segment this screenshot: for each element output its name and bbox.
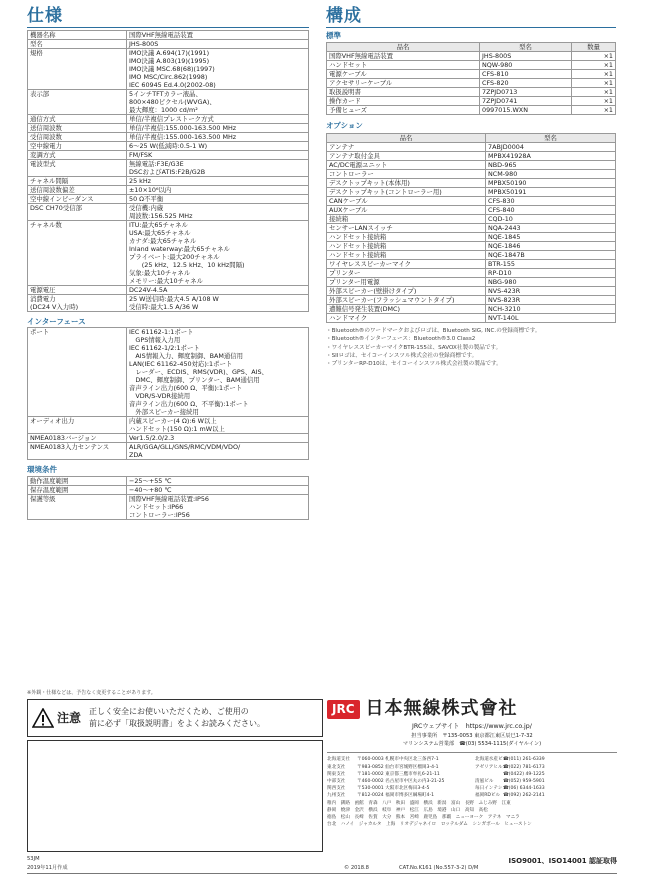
spec-value: 50 Ω不平衡 [127, 195, 309, 204]
table-cell: ×1 [572, 70, 616, 79]
table-row [327, 250, 616, 259]
table-cell: NCM-980 [486, 169, 616, 178]
branch-name2: アゼリアヒルズ [475, 764, 507, 770]
branch-row [327, 778, 617, 785]
spec-label: 電波型式 [28, 160, 127, 177]
spec-row [28, 286, 309, 295]
table-cell: NQW-980 [480, 61, 572, 70]
spec-label: 送信周波数 [28, 124, 127, 133]
spec-label: 型名 [28, 40, 127, 49]
spec-label: 受信周波数 [28, 133, 127, 142]
table-cell: センサーLANスイッチ [327, 223, 486, 232]
table-row [327, 88, 616, 97]
table-cell: アンテナ [327, 142, 486, 151]
branch-addr: 〒181-0002 東京都三鷹市牟礼6-21-11 [357, 771, 440, 777]
table-row [327, 70, 616, 79]
table-row [327, 61, 616, 70]
office-row: 稚内 釧路 函館 青森 八戸 秋田 盛岡 横浜 新潟 富山 長野 ふじみ野 江東 [327, 801, 511, 807]
table-cell: 外部スピーカー(壁掛けタイプ) [327, 286, 486, 295]
spec-label: DSC CH70受信部 [28, 204, 127, 221]
table-row [327, 178, 616, 187]
spec-row [28, 221, 309, 286]
spec-label: ポート [28, 328, 127, 417]
branch-name2: 毎日インテシオ [475, 785, 508, 791]
catalog-number: CAT.No.K161 (No.557-3-2) D/M [399, 865, 479, 871]
caution-line-2: 前に必ず「取扱説明書」をよくお読みください。 [89, 719, 266, 728]
table-cell: コントローラー [327, 169, 486, 178]
spec-row [28, 417, 309, 434]
table-row [327, 223, 616, 232]
table-row [327, 142, 616, 151]
spec-row [28, 443, 309, 460]
table-cell: NBD-965 [486, 160, 616, 169]
table-cell: ワイヤレススピーカーマイク [327, 259, 486, 268]
table-cell: ハンドセット接続箱 [327, 232, 486, 241]
branch-name: 北海道支社 [327, 757, 350, 763]
column-header: 型名 [486, 133, 616, 142]
table-cell: ×1 [572, 79, 616, 88]
table-cell: プリンター用電源 [327, 277, 486, 286]
spec-value: JHS-800S [127, 40, 309, 49]
company-name: 日本無線株式會社 [365, 698, 518, 719]
table-row [327, 259, 616, 268]
spec-row [28, 485, 309, 494]
spec-value: 25 kHz [127, 177, 309, 186]
table-cell: アクセサリーケーブル [327, 79, 480, 88]
branch-list [327, 752, 617, 799]
table-cell: 電源ケーブル [327, 70, 480, 79]
spec-label: NMEA0183バージョン [28, 434, 127, 443]
branch-name: 九州支社 [327, 792, 346, 798]
table-cell: NBG-980 [486, 277, 616, 286]
branch-name: 関東支社 [327, 771, 346, 777]
spec-row [28, 142, 309, 151]
branch-tel: ☎(011) 261-6339 [503, 757, 545, 763]
office-row: 静岡 焼津 金沢 横浜 岐阜 神戸 松江 広島 境港 山口 高知 高松 [327, 808, 488, 814]
spec-label: 電源電圧 [28, 286, 127, 295]
table-cell: MPBX41928A [486, 151, 616, 160]
website: JRCウェブサイト https://www.jrc.co.jp/ [412, 722, 532, 730]
caution-message [89, 706, 265, 729]
caution-line-1: 正しく安全にお使いいただくため、ご使用の [89, 707, 249, 717]
copyright: © 2018.8 [344, 865, 369, 871]
table-cell: 操作カード [327, 97, 480, 106]
spec-label: 通信方式 [28, 115, 127, 124]
table-row [327, 169, 616, 178]
table-cell: 0997015.WXN [480, 106, 572, 115]
spec-label: チャネル間隔 [28, 177, 127, 186]
branch-name2: 北海道水産ビル [475, 757, 508, 763]
spec-row [28, 31, 309, 40]
table-cell: NQE-1846 [486, 241, 616, 250]
table-row [327, 268, 616, 277]
spec-row [28, 494, 309, 519]
headquarters [327, 733, 617, 748]
spec-row [28, 177, 309, 186]
iso-certification: ISO9001、ISO14001 認証取得 [508, 857, 617, 865]
spec-label: 保護等級 [28, 494, 127, 519]
spec-value: 内蔵スピーカー(4 Ω):6 W以上 ハンドセット(150 Ω):1 mW以上 [127, 417, 309, 434]
table-cell: AUXケーブル [327, 205, 486, 214]
branch-addr: 〒812-0024 福岡市博多区綱場町4-1 [357, 792, 435, 798]
branch-row [327, 771, 617, 778]
spec-value: 単信/半複信:155.000-163.500 MHz [127, 133, 309, 142]
table-cell: デスクトップキット(コントローラー用) [327, 187, 486, 196]
spec-value: −40〜+80 ℃ [127, 485, 309, 494]
table-cell: 7ABJD0004 [486, 142, 616, 151]
spec-value: IEC 61162-1:1ポート GPS情報入力用 IEC 61162-1/2:1ポート AIS情報入力、輝度制御、BAM通信用 LAN(IEC 61162-450対応):1ポート レーダー、ECDIS、RMS(VDR)、GPS、AIS、 DMC、輝度制御、プリンター、BAM通信用 音声ライン出力(600 Ω、平衡):1ポート VDR/S-VDR接続用 音声ライン出力(600 Ω、不平衡):1ポート 外部スピーカー接続用 [127, 328, 309, 417]
column-header: 品名 [327, 133, 486, 142]
branch-addr: 〒460-0002 名古屋市中区丸の内3-21-25 [357, 778, 445, 784]
table-cell: 7ZPJD0713 [480, 88, 572, 97]
table-cell: CFS-830 [486, 196, 616, 205]
table-cell: デスクトップキット(本体用) [327, 178, 486, 187]
spec-row [28, 204, 309, 221]
spec-value: ALR/GGA/GLL/GNS/RMC/VDM/VDO/ ZDA [127, 443, 309, 460]
spec-row [28, 49, 309, 90]
table-cell: NVS-823R [486, 295, 616, 304]
table-cell: NVT-140L [486, 313, 616, 322]
branch-tel: ☎(0422) 49-1225 [503, 771, 545, 777]
spec-value: IMO決議 A.694(17)(1991) IMO決議 A.803(19)(1995) IMO決議 MSC.68(68)(1997) IMO MSC/Circ.862(1998) IEC 60945 Ed.4.0(2002-08) [127, 49, 309, 90]
note-item: ・Bluetooth®のワードマークおよびロゴは、Bluetooth SIG, INC.の登録商標です。 [326, 327, 541, 334]
branch-row [327, 792, 617, 799]
specs-column [27, 6, 309, 520]
table-cell: CQD-10 [486, 214, 616, 223]
branch-row [327, 785, 617, 792]
branch-name2: 福岡RDビル [475, 792, 501, 798]
spec-label: 機器名称 [28, 31, 127, 40]
table-cell: ×1 [572, 61, 616, 70]
table-row [327, 52, 616, 61]
option-table [326, 133, 616, 323]
spec-label: NMEA0183入力センテンス [28, 443, 127, 460]
branch-tel: ☎(052) 959-5901 [503, 778, 545, 784]
branch-name: 関西支社 [327, 785, 346, 791]
note-item: ・SIIロゴは、セイコーインスツル株式会社の登録商標です。 [326, 352, 478, 359]
table-cell: AC/DC電源ユニット [327, 160, 486, 169]
table-cell: 予備ヒューズ [327, 106, 480, 115]
branch-tel: ☎(06) 6344-1633 [503, 785, 545, 791]
note-item: ・Bluetooth®インターフェース：Bluetooth®3.0 Class2 [326, 336, 476, 343]
table-cell: 外部スピーカー(フラッシュマウントタイプ) [327, 295, 486, 304]
spec-label: 規格 [28, 49, 127, 90]
created-date: 2019年11月作成 [27, 865, 68, 871]
standard-title: 標準 [326, 31, 341, 40]
table-cell: CFS-810 [480, 70, 572, 79]
office-row: 徳島 松山 長崎 佐賀 大分 熊本 宮崎 鹿児島 那覇 ニューヨーク アテネ マニラ [327, 815, 520, 821]
table-header-row [327, 133, 616, 142]
hq-address: 担当事業所 〒135-0053 東京都江東区辰巳1-7-32 [411, 733, 533, 740]
table-cell: NVS-423R [486, 286, 616, 295]
spec-value: ITU:最大65チャネル USA:最大65チャネル カナダ:最大65チャネル Inland waterway:最大65チャネル プライベート:最大200チャネル (25 kHz、12.5 kHz、10 kHz間隔) 気象:最大10チャネル メモリー:最大10チャネル [127, 221, 309, 286]
spec-row [28, 195, 309, 204]
table-cell: MPBX50191 [486, 187, 616, 196]
specs-title: 仕様 [27, 6, 309, 28]
spec-value: 国際VHF無線電話装置 [127, 31, 309, 40]
spec-row [28, 40, 309, 49]
table-cell: MPBX50190 [486, 178, 616, 187]
branch-name2: 清風ビル [475, 778, 494, 784]
spec-label: 動作温度範囲 [28, 476, 127, 485]
spec-label: 表示部 [28, 90, 127, 115]
spec-value: ±10×10⁶以内 [127, 186, 309, 195]
spec-label: 変調方式 [28, 151, 127, 160]
spec-value: 受信機:内蔵 周波数:156.525 MHz [127, 204, 309, 221]
environment-title: 環境条件 [27, 465, 57, 475]
spec-value: −25〜+55 ℃ [127, 476, 309, 485]
spec-value: 25 W送信時:最大4.5 A/108 W 受信時:最大1.5 A/36 W [127, 295, 309, 312]
disclaimer: ※外観・仕様などは、予告なく変更することがあります。 [27, 690, 156, 696]
table-row [327, 79, 616, 88]
spec-row [28, 124, 309, 133]
spec-row [28, 295, 309, 312]
table-cell: NQE-1845 [486, 232, 616, 241]
branch-addr: 〒983-0852 仙台市宮城野区榴岡3-4-1 [357, 764, 439, 770]
table-row [327, 277, 616, 286]
table-row [327, 106, 616, 115]
spec-row [28, 476, 309, 485]
table-cell: ハンドマイク [327, 313, 486, 322]
table-cell: BTR-155 [486, 259, 616, 268]
spec-row [28, 90, 309, 115]
table-row [327, 187, 616, 196]
spec-value: DC24V-4.5A [127, 286, 309, 295]
table-cell: 接続箱 [327, 214, 486, 223]
note-item: ・プリンターRP-D10は、セイコーインスツル株式会社製の製品です。 [326, 361, 502, 368]
jrc-logo: JRC [327, 700, 360, 719]
spec-row [28, 186, 309, 195]
table-cell: NQE-1847B [486, 250, 616, 259]
column-header: 型名 [480, 43, 572, 52]
table-row [327, 151, 616, 160]
branch-tel: ☎(092) 262-2141 [503, 792, 545, 798]
interface-table [27, 327, 309, 460]
table-cell: CFS-840 [486, 205, 616, 214]
table-cell: ハンドセット接続箱 [327, 241, 486, 250]
config-title: 構成 [326, 6, 616, 28]
spec-label: 保存温度範囲 [28, 485, 127, 494]
table-cell: プリンター [327, 268, 486, 277]
table-cell: ハンドセット接続箱 [327, 250, 486, 259]
spec-label: チャネル数 [28, 221, 127, 286]
branch-name: 中部支社 [327, 778, 346, 784]
table-cell: ×1 [572, 52, 616, 61]
branch-name: 東北支社 [327, 764, 346, 770]
hq-department: マリンシステム営業部 ☎(03) 5534-1115(ダイヤルイン) [402, 740, 542, 747]
table-row [327, 241, 616, 250]
specs-table [27, 30, 309, 312]
column-header: 品名 [327, 43, 480, 52]
table-row [327, 286, 616, 295]
branch-row [327, 756, 617, 763]
spec-value: FM/FSK [127, 151, 309, 160]
office-row: 台北 ハノイ ジャカルタ 上海 リオデジャネイロ ロッテルダム シンガポール ヒューストン [327, 822, 532, 828]
spec-label: 消費電力 (DC24 V入力時) [28, 295, 127, 312]
company-logo-row [327, 698, 617, 721]
caution-word: 注意 [57, 710, 82, 725]
table-cell: NCH-3210 [486, 304, 616, 313]
table-cell: アンテナ取付金具 [327, 151, 486, 160]
spec-row [28, 328, 309, 417]
table-row [327, 232, 616, 241]
table-row [327, 196, 616, 205]
catalog-code: 53JM [27, 856, 40, 862]
spec-label: 送信周波数偏差 [28, 186, 127, 195]
spec-row [28, 133, 309, 142]
branch-addr: 〒060-0003 札幌市中央区北三条西7-1 [357, 757, 439, 763]
spec-label: 空中線電力 [28, 142, 127, 151]
table-cell: JHS-800S [480, 52, 572, 61]
spec-value: 単信/半複信プレストーク方式 [127, 115, 309, 124]
option-title: オプション [326, 121, 363, 131]
table-row [327, 313, 616, 322]
spec-value: 無線電話:F3E/G3E DSCおよびATIS:F2B/G2B [127, 160, 309, 177]
spec-row [28, 160, 309, 177]
table-cell: 7ZPJD0741 [480, 97, 572, 106]
table-row [327, 205, 616, 214]
branch-row [327, 764, 617, 771]
notes [326, 327, 616, 369]
standard-table [326, 42, 616, 115]
table-header-row [327, 43, 616, 52]
spec-row [28, 151, 309, 160]
table-cell: CFS-820 [480, 79, 572, 88]
spec-value: 国際VHF無線電話装置:IP56 ハンドセット:IP66 コントローラー:IP56 [127, 494, 309, 519]
company-block [327, 698, 617, 829]
environment-table [27, 476, 309, 520]
spec-label: オーディオ出力 [28, 417, 127, 434]
interface-title: インターフェース [27, 317, 86, 326]
column-header: 数量 [572, 43, 616, 52]
caution-box [27, 699, 323, 737]
table-cell: NQA-2443 [486, 223, 616, 232]
branch-tel: ☎(022) 781-6173 [503, 764, 545, 770]
spec-value: 6〜25 W(低減時:0.5-1 W) [127, 142, 309, 151]
table-cell: CANケーブル [327, 196, 486, 205]
table-cell: 国際VHF無線電話装置 [327, 52, 480, 61]
table-row [327, 97, 616, 106]
office-list [327, 799, 617, 828]
spec-value: 5インチTFTカラー液晶、 800×480ピクセル(WVGA)、 最大輝度：1000 cd/m² [127, 90, 309, 115]
table-cell: 取扱説明書 [327, 88, 480, 97]
table-cell: ×1 [572, 88, 616, 97]
table-cell: RP-D10 [486, 268, 616, 277]
warning-icon [32, 708, 54, 728]
table-row [327, 295, 616, 304]
table-row [327, 304, 616, 313]
branch-name2 [475, 771, 503, 778]
note-item: ・ワイヤレススピーカーマイクBTR-155は、SAVOX社製の製品です。 [326, 344, 502, 351]
table-cell: ×1 [572, 97, 616, 106]
table-cell: ハンドセット [327, 61, 480, 70]
dealer-stamp-box [27, 740, 323, 852]
branch-addr: 〒530-0001 大阪市北区梅田3-4-5 [357, 785, 430, 791]
spec-row [28, 115, 309, 124]
table-row [327, 160, 616, 169]
spec-value: 単信/半複信:155.000-163.500 MHz [127, 124, 309, 133]
bottom-divider [27, 873, 617, 874]
spec-label: 空中線インピーダンス [28, 195, 127, 204]
table-row [327, 214, 616, 223]
spec-row [28, 434, 309, 443]
table-cell: ×1 [572, 106, 616, 115]
spec-value: Ver1.5/2.0/2.3 [127, 434, 309, 443]
config-column [326, 6, 616, 369]
table-cell: 遭難信号発生装置(DMC) [327, 304, 486, 313]
